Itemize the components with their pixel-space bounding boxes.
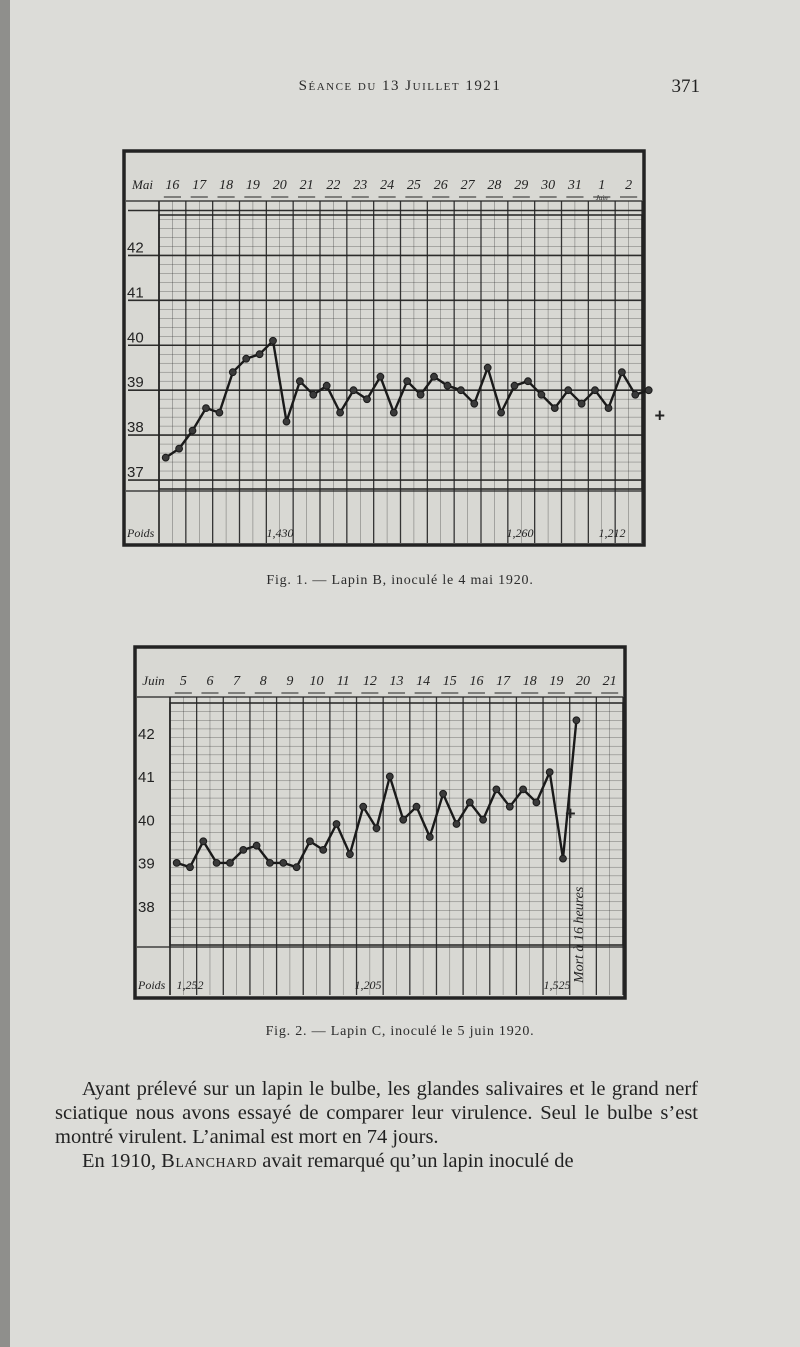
cross-mark: + bbox=[654, 405, 665, 426]
y-axis-label: 41 bbox=[138, 769, 155, 787]
temperature-point bbox=[243, 355, 250, 362]
author-name: Blanchard bbox=[161, 1150, 258, 1172]
day-label: 20 bbox=[576, 674, 591, 689]
day-label: 14 bbox=[416, 674, 431, 689]
y-axis-label: 41 bbox=[127, 284, 144, 302]
temperature-point bbox=[413, 803, 420, 810]
temperature-point bbox=[480, 816, 487, 823]
weight-value: 1,260 bbox=[506, 526, 534, 540]
temperature-point bbox=[373, 825, 380, 832]
day-label: 26 bbox=[433, 178, 448, 193]
temperature-point bbox=[176, 445, 183, 452]
y-axis-label: 38 bbox=[138, 898, 155, 916]
day-label: 18 bbox=[522, 674, 537, 689]
temperature-point bbox=[216, 409, 223, 416]
temperature-point bbox=[347, 851, 354, 858]
figure-2-temperature-chart bbox=[133, 645, 627, 1000]
temperature-point bbox=[240, 847, 247, 854]
weight-value: 1,212 bbox=[598, 526, 626, 540]
temperature-point bbox=[498, 409, 505, 416]
temperature-point bbox=[229, 369, 236, 376]
temperature-point bbox=[565, 387, 572, 394]
day-label: 23 bbox=[353, 178, 368, 193]
temperature-point bbox=[400, 816, 407, 823]
day-label: 29 bbox=[514, 178, 529, 193]
chart-svg bbox=[133, 645, 627, 1000]
temperature-point bbox=[310, 391, 317, 398]
temperature-point bbox=[227, 860, 234, 867]
weight-value: 1,525 bbox=[543, 978, 571, 992]
temperature-point bbox=[619, 369, 626, 376]
day-label: 13 bbox=[389, 674, 404, 689]
weight-value: 1,205 bbox=[354, 978, 382, 992]
temperature-point bbox=[546, 769, 553, 776]
running-title: Séance du 13 Juillet 1921 bbox=[298, 78, 502, 94]
day-label: 5 bbox=[179, 674, 187, 689]
day-label: 18 bbox=[219, 178, 234, 193]
temperature-point bbox=[189, 427, 196, 434]
figure-1-caption: Fig. 1. — Lapin B, inoculé le 4 mai 1920. bbox=[266, 573, 534, 588]
temperature-point bbox=[333, 821, 340, 828]
day-label: 1 bbox=[598, 178, 606, 193]
running-header bbox=[0, 78, 800, 102]
y-axis-label: 40 bbox=[127, 329, 144, 347]
temperature-point bbox=[270, 337, 277, 344]
y-axis-label: 40 bbox=[138, 812, 155, 830]
day-label: 15 bbox=[442, 674, 457, 689]
temperature-point bbox=[417, 391, 424, 398]
day-label: 10 bbox=[309, 674, 324, 689]
temperature-point bbox=[493, 786, 500, 793]
secondary-month-label: Juin bbox=[595, 194, 608, 202]
day-label: 24 bbox=[380, 178, 395, 193]
temperature-point bbox=[453, 821, 460, 828]
temperature-point bbox=[471, 400, 478, 407]
temperature-point bbox=[283, 418, 290, 425]
page-edge bbox=[0, 0, 10, 1347]
day-label: 8 bbox=[259, 674, 267, 689]
temperature-point bbox=[538, 391, 545, 398]
temperature-point bbox=[440, 790, 447, 797]
day-label: 19 bbox=[245, 178, 260, 193]
y-axis-label: 42 bbox=[138, 725, 155, 743]
temperature-point bbox=[280, 860, 287, 867]
day-label: 12 bbox=[362, 674, 377, 689]
temperature-point bbox=[323, 382, 330, 389]
weight-label: Poids bbox=[127, 526, 155, 540]
temperature-point bbox=[203, 405, 210, 412]
temperature-point bbox=[511, 382, 518, 389]
y-axis-label: 38 bbox=[127, 419, 144, 437]
day-label: 28 bbox=[487, 178, 502, 193]
temperature-point bbox=[444, 382, 451, 389]
day-label: 17 bbox=[496, 674, 511, 689]
temperature-point bbox=[404, 378, 411, 385]
day-label: 17 bbox=[192, 178, 207, 193]
chart-svg bbox=[122, 149, 665, 547]
temperature-point bbox=[200, 838, 207, 845]
day-label: 19 bbox=[549, 674, 564, 689]
weight-label: Poids bbox=[138, 978, 166, 992]
temperature-point bbox=[466, 799, 473, 806]
temperature-point bbox=[364, 396, 371, 403]
y-axis-label: 37 bbox=[127, 464, 144, 482]
death-note: Mort à 16 heures bbox=[572, 886, 588, 983]
temperature-point bbox=[431, 373, 438, 380]
temperature-point bbox=[307, 838, 314, 845]
y-axis-label: 39 bbox=[138, 855, 155, 873]
temperature-point bbox=[350, 387, 357, 394]
day-label: 16 bbox=[469, 674, 484, 689]
temperature-point bbox=[360, 803, 367, 810]
day-label: 21 bbox=[602, 674, 617, 689]
temperature-point bbox=[173, 860, 180, 867]
paragraph-2 bbox=[55, 1149, 698, 1173]
temperature-point bbox=[187, 864, 194, 871]
day-label: 21 bbox=[299, 178, 314, 193]
day-label: 27 bbox=[460, 178, 475, 193]
temperature-point bbox=[390, 409, 397, 416]
temperature-point bbox=[256, 351, 263, 358]
day-label: 16 bbox=[165, 178, 180, 193]
day-label: 25 bbox=[406, 178, 421, 193]
y-axis-label: 42 bbox=[127, 239, 144, 257]
month-label: Juin bbox=[142, 673, 165, 688]
temperature-point bbox=[253, 842, 260, 849]
temperature-point bbox=[573, 717, 580, 724]
day-label: 30 bbox=[541, 178, 556, 193]
temperature-point bbox=[377, 373, 384, 380]
page-number: 371 bbox=[671, 76, 700, 97]
paragraph-2-rest: avait remarqué qu’un lapin inoculé de bbox=[262, 1150, 574, 1172]
temperature-point bbox=[386, 773, 393, 780]
temperature-point bbox=[605, 405, 612, 412]
temperature-point bbox=[426, 834, 433, 841]
temperature-point bbox=[320, 847, 327, 854]
temperature-point bbox=[293, 864, 300, 871]
temperature-point bbox=[337, 409, 344, 416]
temperature-point bbox=[458, 387, 465, 394]
temperature-point bbox=[551, 405, 558, 412]
temperature-point bbox=[267, 860, 274, 867]
temperature-point bbox=[162, 454, 169, 461]
day-label: 22 bbox=[326, 178, 341, 193]
day-label: 31 bbox=[567, 178, 582, 193]
y-axis-label: 39 bbox=[127, 374, 144, 392]
paragraph-1: Ayant prélevé sur un lapin le bulbe, les glandes salivaires et le grand nerf sciatique nous avons essayé de comparer leur virulence. Seul le bulbe s’est montré virulent. L’animal est mort en 74 jours. bbox=[55, 1078, 698, 1148]
temperature-point bbox=[213, 860, 220, 867]
temperature-point bbox=[645, 387, 652, 394]
month-label: Mai bbox=[132, 177, 153, 192]
temperature-point bbox=[520, 786, 527, 793]
day-label: 20 bbox=[272, 178, 287, 193]
figure-2-caption: Fig. 2. — Lapin C, inoculé le 5 juin 1920. bbox=[265, 1024, 535, 1039]
day-label: 7 bbox=[233, 674, 241, 689]
temperature-point bbox=[578, 400, 585, 407]
body-text bbox=[55, 1077, 698, 1173]
temperature-point bbox=[560, 855, 567, 862]
temperature-point bbox=[525, 378, 532, 385]
day-label: 6 bbox=[206, 674, 214, 689]
weight-value: 1,430 bbox=[266, 526, 294, 540]
temperature-point bbox=[506, 803, 513, 810]
day-label: 2 bbox=[625, 178, 633, 193]
temperature-point bbox=[533, 799, 540, 806]
weight-value: 1,252 bbox=[176, 978, 204, 992]
figure-1-temperature-chart bbox=[122, 149, 665, 547]
temperature-point bbox=[632, 391, 639, 398]
temperature-point bbox=[297, 378, 304, 385]
cross-mark: + bbox=[565, 803, 576, 824]
temperature-point bbox=[484, 364, 491, 371]
day-label: 11 bbox=[336, 674, 350, 689]
temperature-point bbox=[592, 387, 599, 394]
paragraph-2-lead: En 1910, bbox=[82, 1150, 157, 1172]
day-label: 9 bbox=[286, 674, 294, 689]
